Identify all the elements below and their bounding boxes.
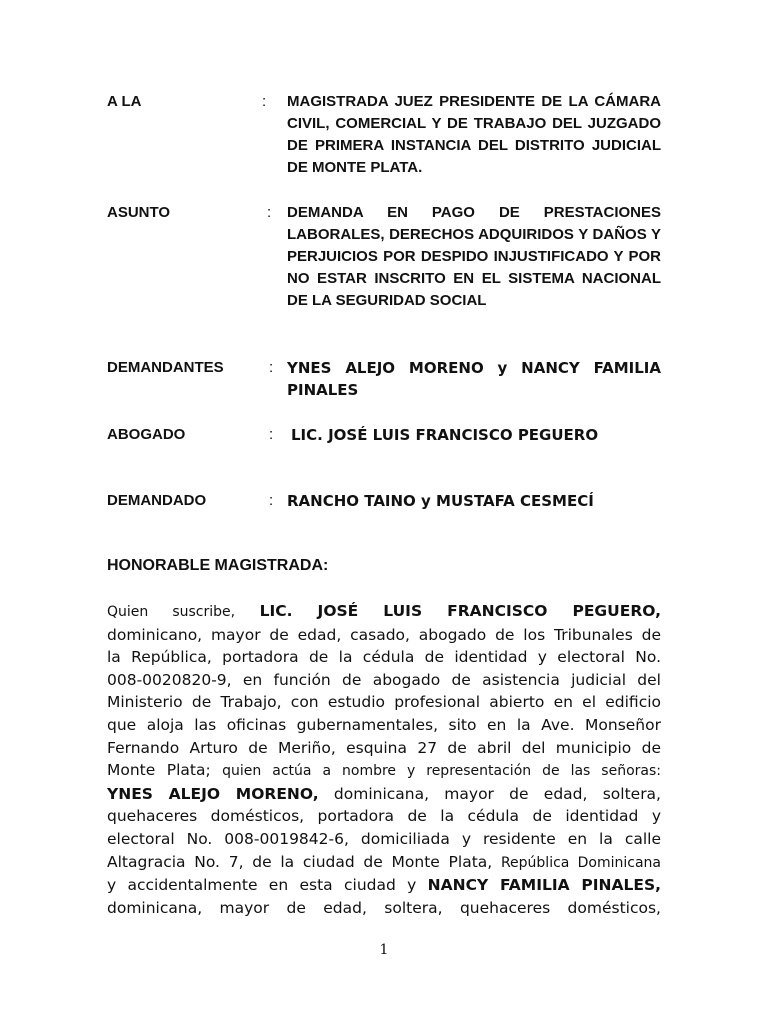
body-line	[107, 783, 661, 806]
header-label: ASUNTO	[107, 204, 171, 221]
body-text-run: Quien suscribe,	[107, 604, 236, 620]
header-row-a-la	[107, 91, 661, 179]
plaintiff-name-2: NANCY FAMILIA PINALES,	[427, 876, 661, 895]
body-line	[107, 600, 661, 624]
header-value-defendant: RANCHO TAINO y MUSTAFA CESMECÍ	[287, 492, 594, 510]
plaintiff-name-1: YNES ALEJO MORENO,	[107, 784, 319, 803]
body-line: que aloja las oficinas gubernamentales, sito en la Ave. Monseñor	[107, 715, 661, 734]
header-value-recipient: MAGISTRADA JUEZ PRESIDENTE DE LA CÁMARA CIVIL, COMERCIAL Y DE TRABAJO DEL JUZGADO DE PRIMERA INSTANCIA DEL DISTRITO JUDICIAL DE MONTE PLATA.	[287, 93, 661, 176]
body-line	[107, 874, 661, 897]
lawyer-name: LIC. JOSÉ LUIS FRANCISCO PEGUERO,	[259, 602, 661, 620]
body-text-run: Monte Plata;	[107, 761, 211, 780]
header-colon: :	[269, 426, 274, 443]
body-line: dominicana, mayor de edad, soltera, quehaceres domésticos,	[107, 898, 661, 917]
header-label: DEMANDADO	[107, 492, 207, 509]
body-line: electoral No. 008-0019842-6, domiciliada y residente en la calle	[107, 829, 661, 848]
header-label: ABOGADO	[107, 426, 186, 443]
header-label: DEMANDANTES	[107, 359, 224, 376]
body-paragraph	[107, 600, 661, 919]
header-colon: :	[269, 359, 274, 376]
header-row-abogado	[107, 424, 661, 446]
body-line	[107, 851, 661, 875]
body-line: Ministerio de Trabajo, con estudio profesional abierto en el edificio	[107, 693, 661, 712]
header-row-demandantes	[107, 357, 661, 401]
header-colon: :	[267, 204, 272, 221]
salutation: HONORABLE MAGISTRADA:	[107, 557, 329, 574]
header-value-subject: DEMANDA EN PAGO DE PRESTACIONES LABORALES, DERECHOS ADQUIRIDOS Y DAÑOS Y PERJUICIOS POR DESPIDO INJUSTIFICADO Y POR NO ESTAR INSCRITO EN EL SISTEMA NACIONAL DE LA SEGURIDAD SOCIAL	[287, 204, 661, 309]
body-text-run: dominicana, mayor de edad, soltera,	[333, 784, 661, 803]
body-line: Fernando Arturo de Meriño, esquina 27 de abril del municipio de	[107, 738, 661, 757]
body-line: la República, portadora de la cédula de identidad y electoral No.	[107, 648, 661, 667]
body-line	[107, 759, 661, 783]
body-text-run: República Dominicana	[500, 854, 661, 871]
header-colon: :	[269, 492, 274, 509]
body-line: quehaceres domésticos, portadora de la cédula de identidad y	[107, 807, 661, 826]
header-row-asunto	[107, 202, 661, 334]
page-number: 1	[379, 942, 389, 958]
header-value-plaintiffs: YNES ALEJO MORENO y NANCY FAMILIA PINALES	[287, 359, 661, 399]
header-label: A LA	[107, 93, 142, 110]
body-text-run: Altagracia No. 7, de la ciudad de Monte Plata,	[107, 852, 493, 871]
body-line: 008-0020820-9, en función de abogado de asistencia judicial del	[107, 670, 661, 689]
body-line: dominicano, mayor de edad, casado, abogado de los Tribunales de	[107, 625, 661, 644]
body-text-run: quien actúa a nombre y representación de las señoras:	[222, 763, 662, 780]
body-text-run: y accidentalmente en esta ciudad y	[107, 876, 417, 895]
header-row-demandado	[107, 490, 661, 512]
header-value-lawyer: LIC. JOSÉ LUIS FRANCISCO PEGUERO	[291, 426, 599, 444]
header-colon: :	[262, 93, 267, 110]
